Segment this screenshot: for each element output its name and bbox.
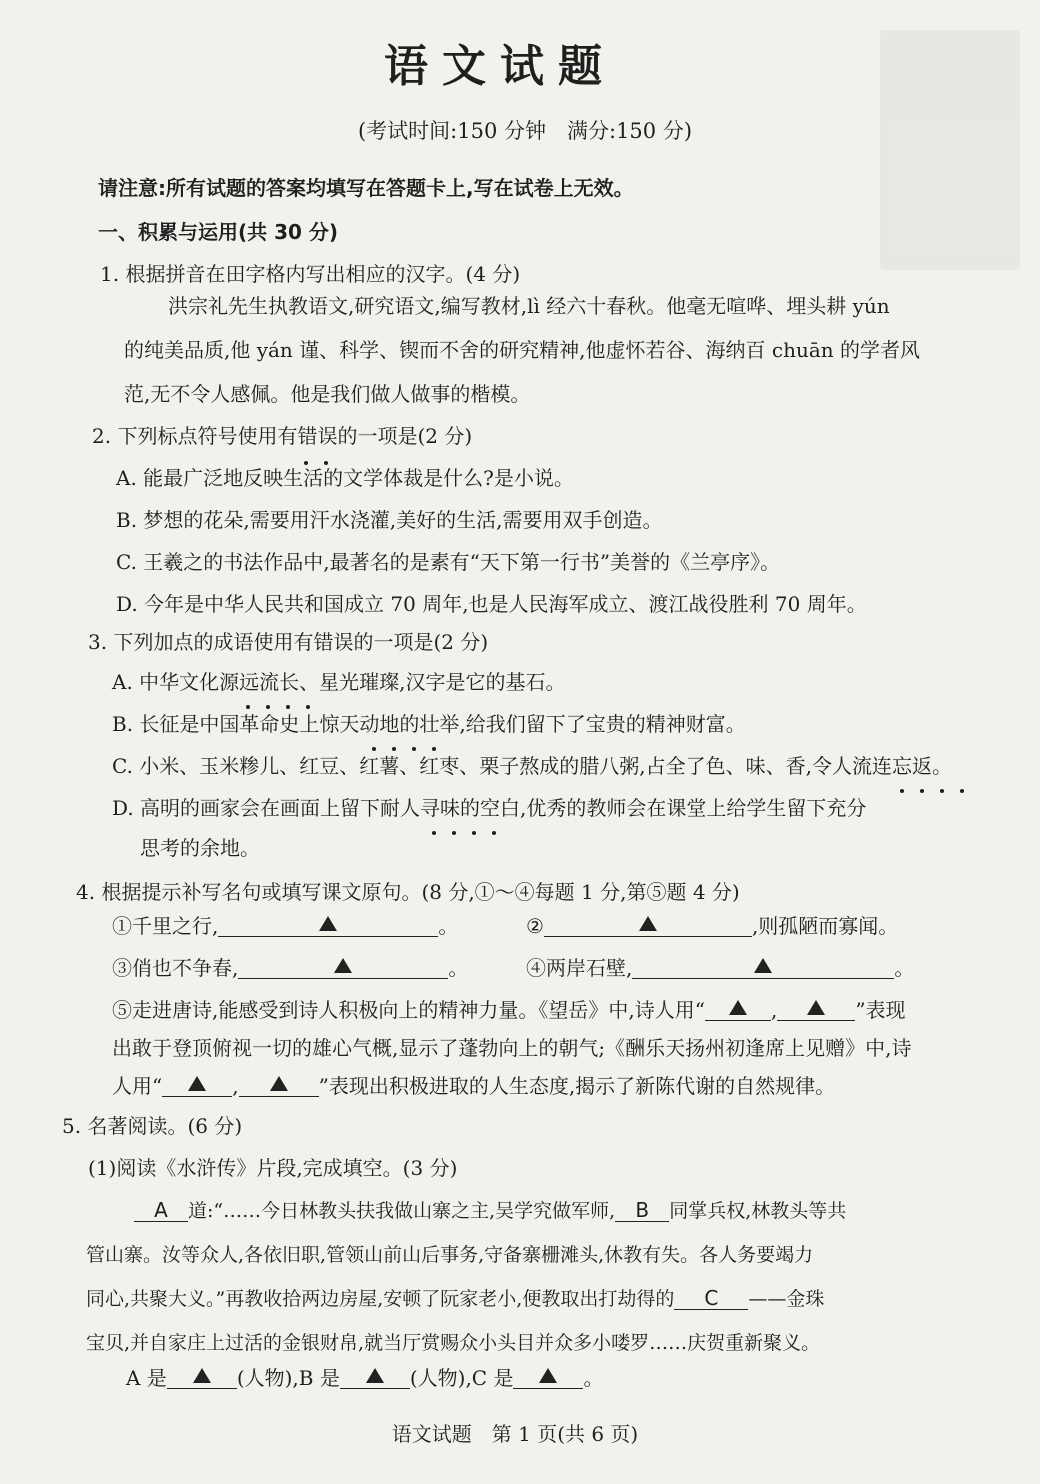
q2-option-b: B. 梦想的花朵,需要用汗水浇灌,美好的生活,需要用双手创造。 <box>116 508 663 532</box>
q3-option-c: C. 小米、玉米糁儿、红豆、红薯、红枣、栗子熬成的腊八粥,占全了色、味、香,令人流连忘返。 <box>112 754 953 778</box>
answer-blank[interactable] <box>238 958 448 979</box>
passage-line: 宝贝,并自家庄上过活的金银财帛,就当厅赏赐众小头目并众多小喽罗……庆贺重新聚义。 <box>86 1332 821 1354</box>
answer-blank[interactable] <box>632 958 894 979</box>
letter-blank-c: C <box>674 1288 748 1310</box>
emphasis-dots <box>304 450 344 456</box>
q4-item-5: ⑤走进唐诗,能感受到诗人积极向上的精神力量。《望岳》中,诗人用“ , ”表现 <box>112 998 906 1022</box>
q3-option-d-continued: 思考的余地。 <box>140 836 260 860</box>
answer-blank[interactable] <box>544 916 752 937</box>
q2-stem: 2. 下列标点符号使用有错误的一项是(2 分) <box>92 424 473 448</box>
q2-option-d: D. 今年是中华人民共和国成立 70 周年,也是人民海军成立、渡江战役胜利 70 周年。 <box>116 592 867 616</box>
q4-item-5-line-3: 人用“ , ”表现出积极进取的人生态度,揭示了新陈代谢的自然规律。 <box>112 1074 836 1098</box>
triangle-icon <box>729 1000 747 1015</box>
q2-option-a: A. 能最广泛地反映生活的文学体裁是什么?是小说。 <box>116 466 574 490</box>
q3-option-d: D. 高明的画家会在画面上留下耐人寻味的空白,优秀的教师会在课堂上给学生留下充分 <box>112 796 867 820</box>
emphasis-dots <box>432 820 512 826</box>
page-footer: 语文试题 第 1 页(共 6 页) <box>391 1422 639 1446</box>
q1-text-line: 的纯美品质,他 yán 谨、科学、锲而不舍的研究精神,他虚怀若谷、海纳百 chuān 的学者风 <box>124 338 921 362</box>
q1-text-line: 洪宗礼先生执教语文,研究语文,编写教材,lì 经六十春秋。他毫无喧哗、埋头耕 yún <box>168 294 890 318</box>
section-heading: 一、积累与运用(共 30 分) <box>98 220 339 244</box>
passage-line: A 道:“……今日林教头扶我做山寨之主,吴学究做军师, B 同掌兵权,林教头等共 <box>134 1200 846 1223</box>
triangle-icon <box>270 1076 288 1091</box>
emphasis-dots <box>900 778 980 784</box>
q3-stem: 3. 下列加点的成语使用有错误的一项是(2 分) <box>88 630 489 654</box>
emphasis-dots <box>246 694 326 700</box>
q5-sub1: (1)阅读《水浒传》片段,完成填空。(3 分) <box>88 1156 458 1180</box>
emphasis-dots <box>372 736 452 742</box>
triangle-icon <box>366 1368 384 1383</box>
q2-option-c: C. 王羲之的书法作品中,最著名的是素有“天下第一行书”美誉的《兰亭序》。 <box>116 550 781 574</box>
passage-line: 同心,共聚大义。”再教收拾两边房屋,安顿了阮家老小,便教取出打劫得的 C ——金珠 <box>86 1286 825 1310</box>
answer-blank[interactable] <box>513 1368 583 1389</box>
answer-blank[interactable] <box>218 916 438 937</box>
q4-item-5-line-2: 出敢于登顶俯视一切的雄心气概,显示了蓬勃向上的朝气;《酬乐天扬州初逢席上见赠》中,诗 <box>112 1036 912 1060</box>
triangle-icon <box>334 958 352 973</box>
notice: 请注意:所有试题的答案均填写在答题卡上,写在试卷上无效。 <box>98 176 634 200</box>
q1-stem: 1. 根据拼音在田字格内写出相应的汉字。(4 分) <box>100 262 521 286</box>
passage-line: 管山寨。汝等众人,各依旧职,管领山前山后事务,守备寨栅滩头,休教有失。各人务要竭力 <box>86 1244 814 1266</box>
q5-stem: 5. 名著阅读。(6 分) <box>62 1114 243 1138</box>
q4-item-4: ④两岸石壁, 。 <box>526 956 915 980</box>
answer-blank[interactable] <box>340 1368 410 1389</box>
q4-item-1: ①千里之行, 。 <box>112 914 459 938</box>
q3-option-b: B. 长征是中国革命史上惊天动地的壮举,给我们留下了宝贵的精神财富。 <box>112 712 746 736</box>
triangle-icon <box>319 916 337 931</box>
answer-blank[interactable] <box>239 1076 319 1097</box>
letter-blank-a: A <box>134 1200 188 1222</box>
q3-option-a: A. 中华文化源远流长、星光璀璨,汉字是它的基石。 <box>112 670 566 694</box>
answer-blank[interactable] <box>705 1000 771 1021</box>
triangle-icon <box>807 1000 825 1015</box>
page-title: 语文试题 <box>384 41 616 92</box>
answer-blank[interactable] <box>777 1000 855 1021</box>
q1-text-line: 范,无不令人感佩。他是我们做人做事的楷模。 <box>124 382 531 406</box>
answer-blank[interactable] <box>167 1368 237 1389</box>
exam-subtitle: (考试时间:150 分钟 满分:150 分) <box>357 119 693 143</box>
triangle-icon <box>539 1368 557 1383</box>
q4-item-3: ③俏也不争春, 。 <box>112 956 469 980</box>
q4-item-2: ② ,则孤陋而寡闻。 <box>526 914 899 938</box>
q4-stem: 4. 根据提示补写名句或填写课文原句。(8 分,①～④每题 1 分,第⑤题 4 分) <box>76 880 740 904</box>
triangle-icon <box>754 958 772 973</box>
triangle-icon <box>193 1368 211 1383</box>
q5-fill-line: A 是 (人物),B 是 (人物),C 是 。 <box>126 1366 604 1390</box>
letter-blank-b: B <box>615 1200 669 1222</box>
triangle-icon <box>639 916 657 931</box>
answer-blank[interactable] <box>162 1076 232 1097</box>
triangle-icon <box>188 1076 206 1091</box>
